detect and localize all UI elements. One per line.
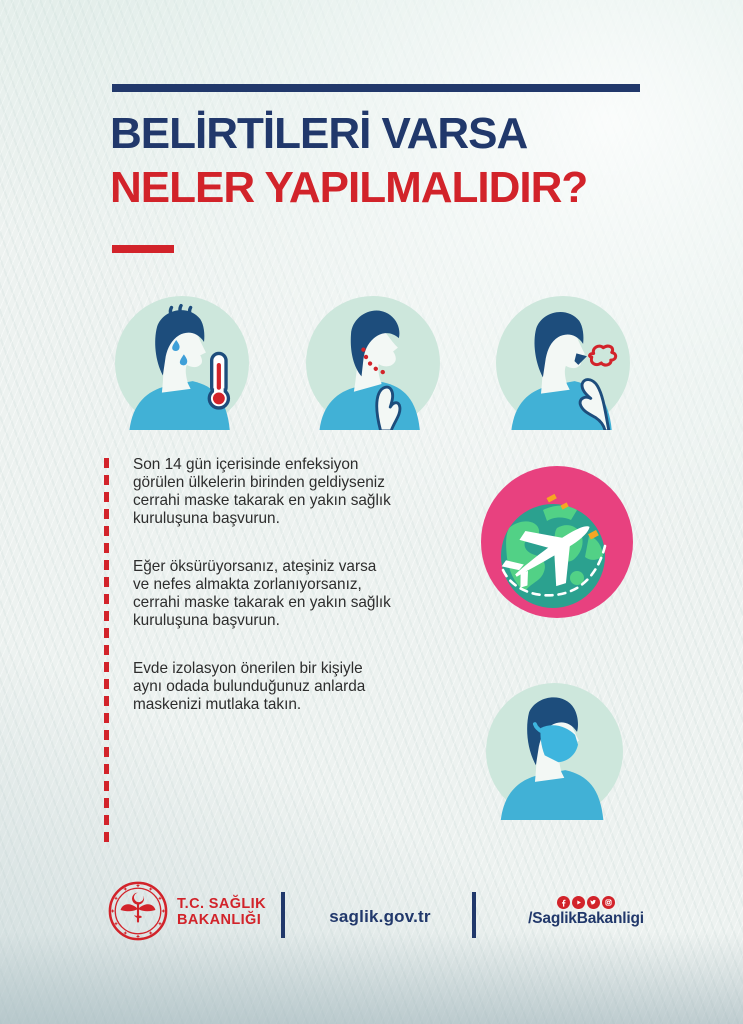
- advice-line: kuruluşuna başvurun.: [133, 510, 280, 527]
- title-red-underline: [112, 245, 174, 253]
- social-icons-row: [524, 896, 648, 909]
- cough-icon: [496, 296, 630, 430]
- twitter-icon: [587, 896, 600, 909]
- tc-saglik-bakanligi-emblem: [107, 880, 169, 942]
- page-title-line1: BELİRTİLERİ VARSA: [110, 109, 528, 158]
- youtube-icon: [572, 896, 585, 909]
- advice-line: cerrahi maske takarak en yakın sağlık: [133, 492, 391, 509]
- footer-divider: [472, 892, 476, 938]
- advice-line: Eğer öksürüyorsanız, ateşiniz varsa: [133, 558, 377, 575]
- social-handle: /SaglikBakanligi: [528, 910, 644, 927]
- advice-line: Son 14 gün içerisinde enfeksiyon: [133, 456, 359, 473]
- ministry-name-line1: T.C. SAĞLIK: [177, 896, 266, 912]
- page-title: [110, 107, 587, 215]
- website-text: saglik.gov.tr: [329, 907, 431, 926]
- social-block: [524, 896, 648, 928]
- fever-thermometer-icon: [115, 296, 249, 430]
- advice-line: Evde izolasyon önerilen bir kişiyle: [133, 660, 363, 677]
- ministry-name-line2: BAKANLIĞI: [177, 911, 262, 928]
- advice-line: cerrahi maske takarak en yakın sağlık: [133, 594, 391, 611]
- masked-person-icon: [486, 683, 623, 820]
- advice-line: kuruluşuna başvurun.: [133, 612, 280, 629]
- advice-line: görülen ülkelerin birinden geldiyseniz: [133, 474, 385, 491]
- page-title-line2: NELER YAPILMALIDIR?: [110, 163, 588, 212]
- red-dashed-rule: [104, 458, 109, 844]
- header-navy-bar: [112, 84, 640, 92]
- instagram-icon: [602, 896, 615, 909]
- footer-divider: [281, 892, 285, 938]
- sore-throat-icon: [306, 296, 440, 430]
- advice-paragraphs: [133, 456, 503, 714]
- advice-line: aynı odada bulunduğunuz anlarda: [133, 678, 366, 695]
- ministry-name: [177, 897, 266, 928]
- advice-line: maskenizi mutlaka takın.: [133, 696, 302, 713]
- travel-globe-airplane-icon: [481, 466, 633, 618]
- facebook-icon: [557, 896, 570, 909]
- advice-line: ve nefes almakta zorlanıyorsanız,: [133, 576, 362, 593]
